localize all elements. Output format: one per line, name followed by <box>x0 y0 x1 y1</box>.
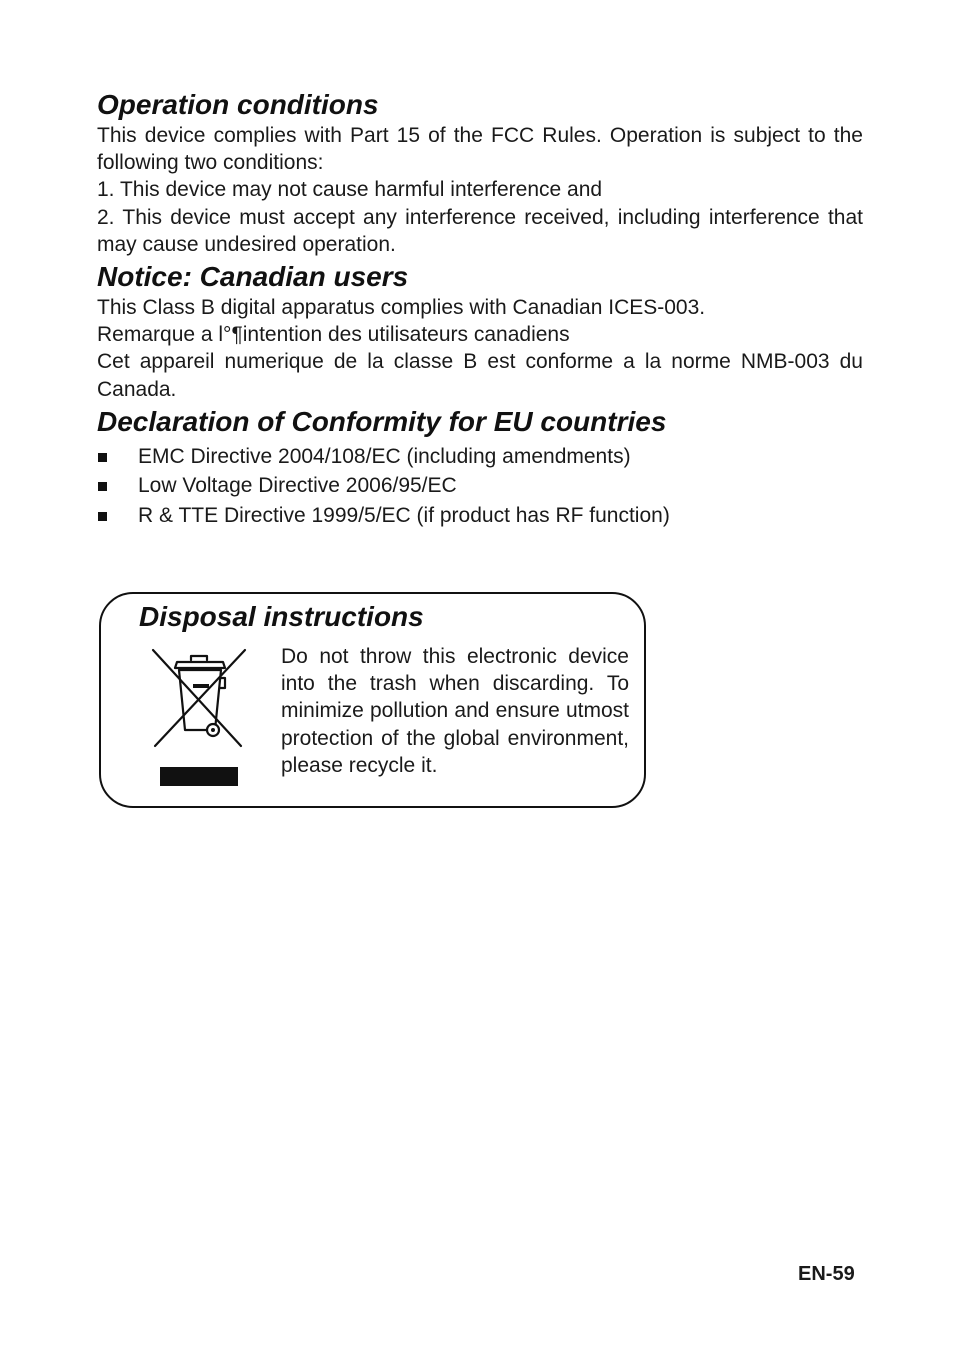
list-item <box>97 471 863 501</box>
paragraph: Cet appareil numerique de la classe B est conforme a la norme NMB-003 du Canada. <box>97 350 863 401</box>
paragraph: This Class B digital apparatus complies with Canadian ICES-003. <box>97 296 706 320</box>
paragraph: 1. This device may not cause harmful interference and <box>97 178 603 202</box>
section-heading: Operation conditions <box>97 89 379 120</box>
paragraph: This device complies with Part 15 of the FCC Rules. Operation is subject to the following two conditions: <box>97 124 863 175</box>
list-item-text: Low Voltage Directive 2006/95/EC <box>138 474 457 498</box>
section-heading: Notice: Canadian users <box>97 261 409 293</box>
list-item <box>97 442 863 472</box>
list-item-text: EMC Directive 2004/108/EC (including amendments) <box>138 444 631 468</box>
bullet-square-icon <box>98 512 107 521</box>
list-item-text: R & TTE Directive 1999/5/EC (if product has RF function) <box>138 504 670 528</box>
list-item <box>97 501 863 531</box>
section-operation-conditions <box>97 88 863 258</box>
section-canadian-users <box>97 260 863 403</box>
directive-list <box>97 442 863 531</box>
bullet-square-icon <box>98 482 107 491</box>
paragraph: 2. This device must accept any interference received, including interference that may cause undesired operation. <box>97 205 863 256</box>
crossed-out-wheelie-bin-icon <box>151 648 247 788</box>
paragraph: Remarque a l°¶intention des utilisateurs canadiens <box>97 323 570 347</box>
disposal-text: Do not throw this electronic device into the trash when discarding. To minimize pollution and ensure utmost protection of the global environment, please recycle it. <box>281 645 629 777</box>
section-eu-conformity <box>97 405 863 531</box>
page-content <box>97 88 863 533</box>
page-number: EN-59 <box>798 1263 855 1285</box>
disposal-heading: Disposal instructions <box>139 601 424 632</box>
disposal-instructions-box <box>99 592 646 808</box>
section-heading: Declaration of Conformity for EU countries <box>97 405 667 437</box>
bullet-square-icon <box>98 453 107 462</box>
